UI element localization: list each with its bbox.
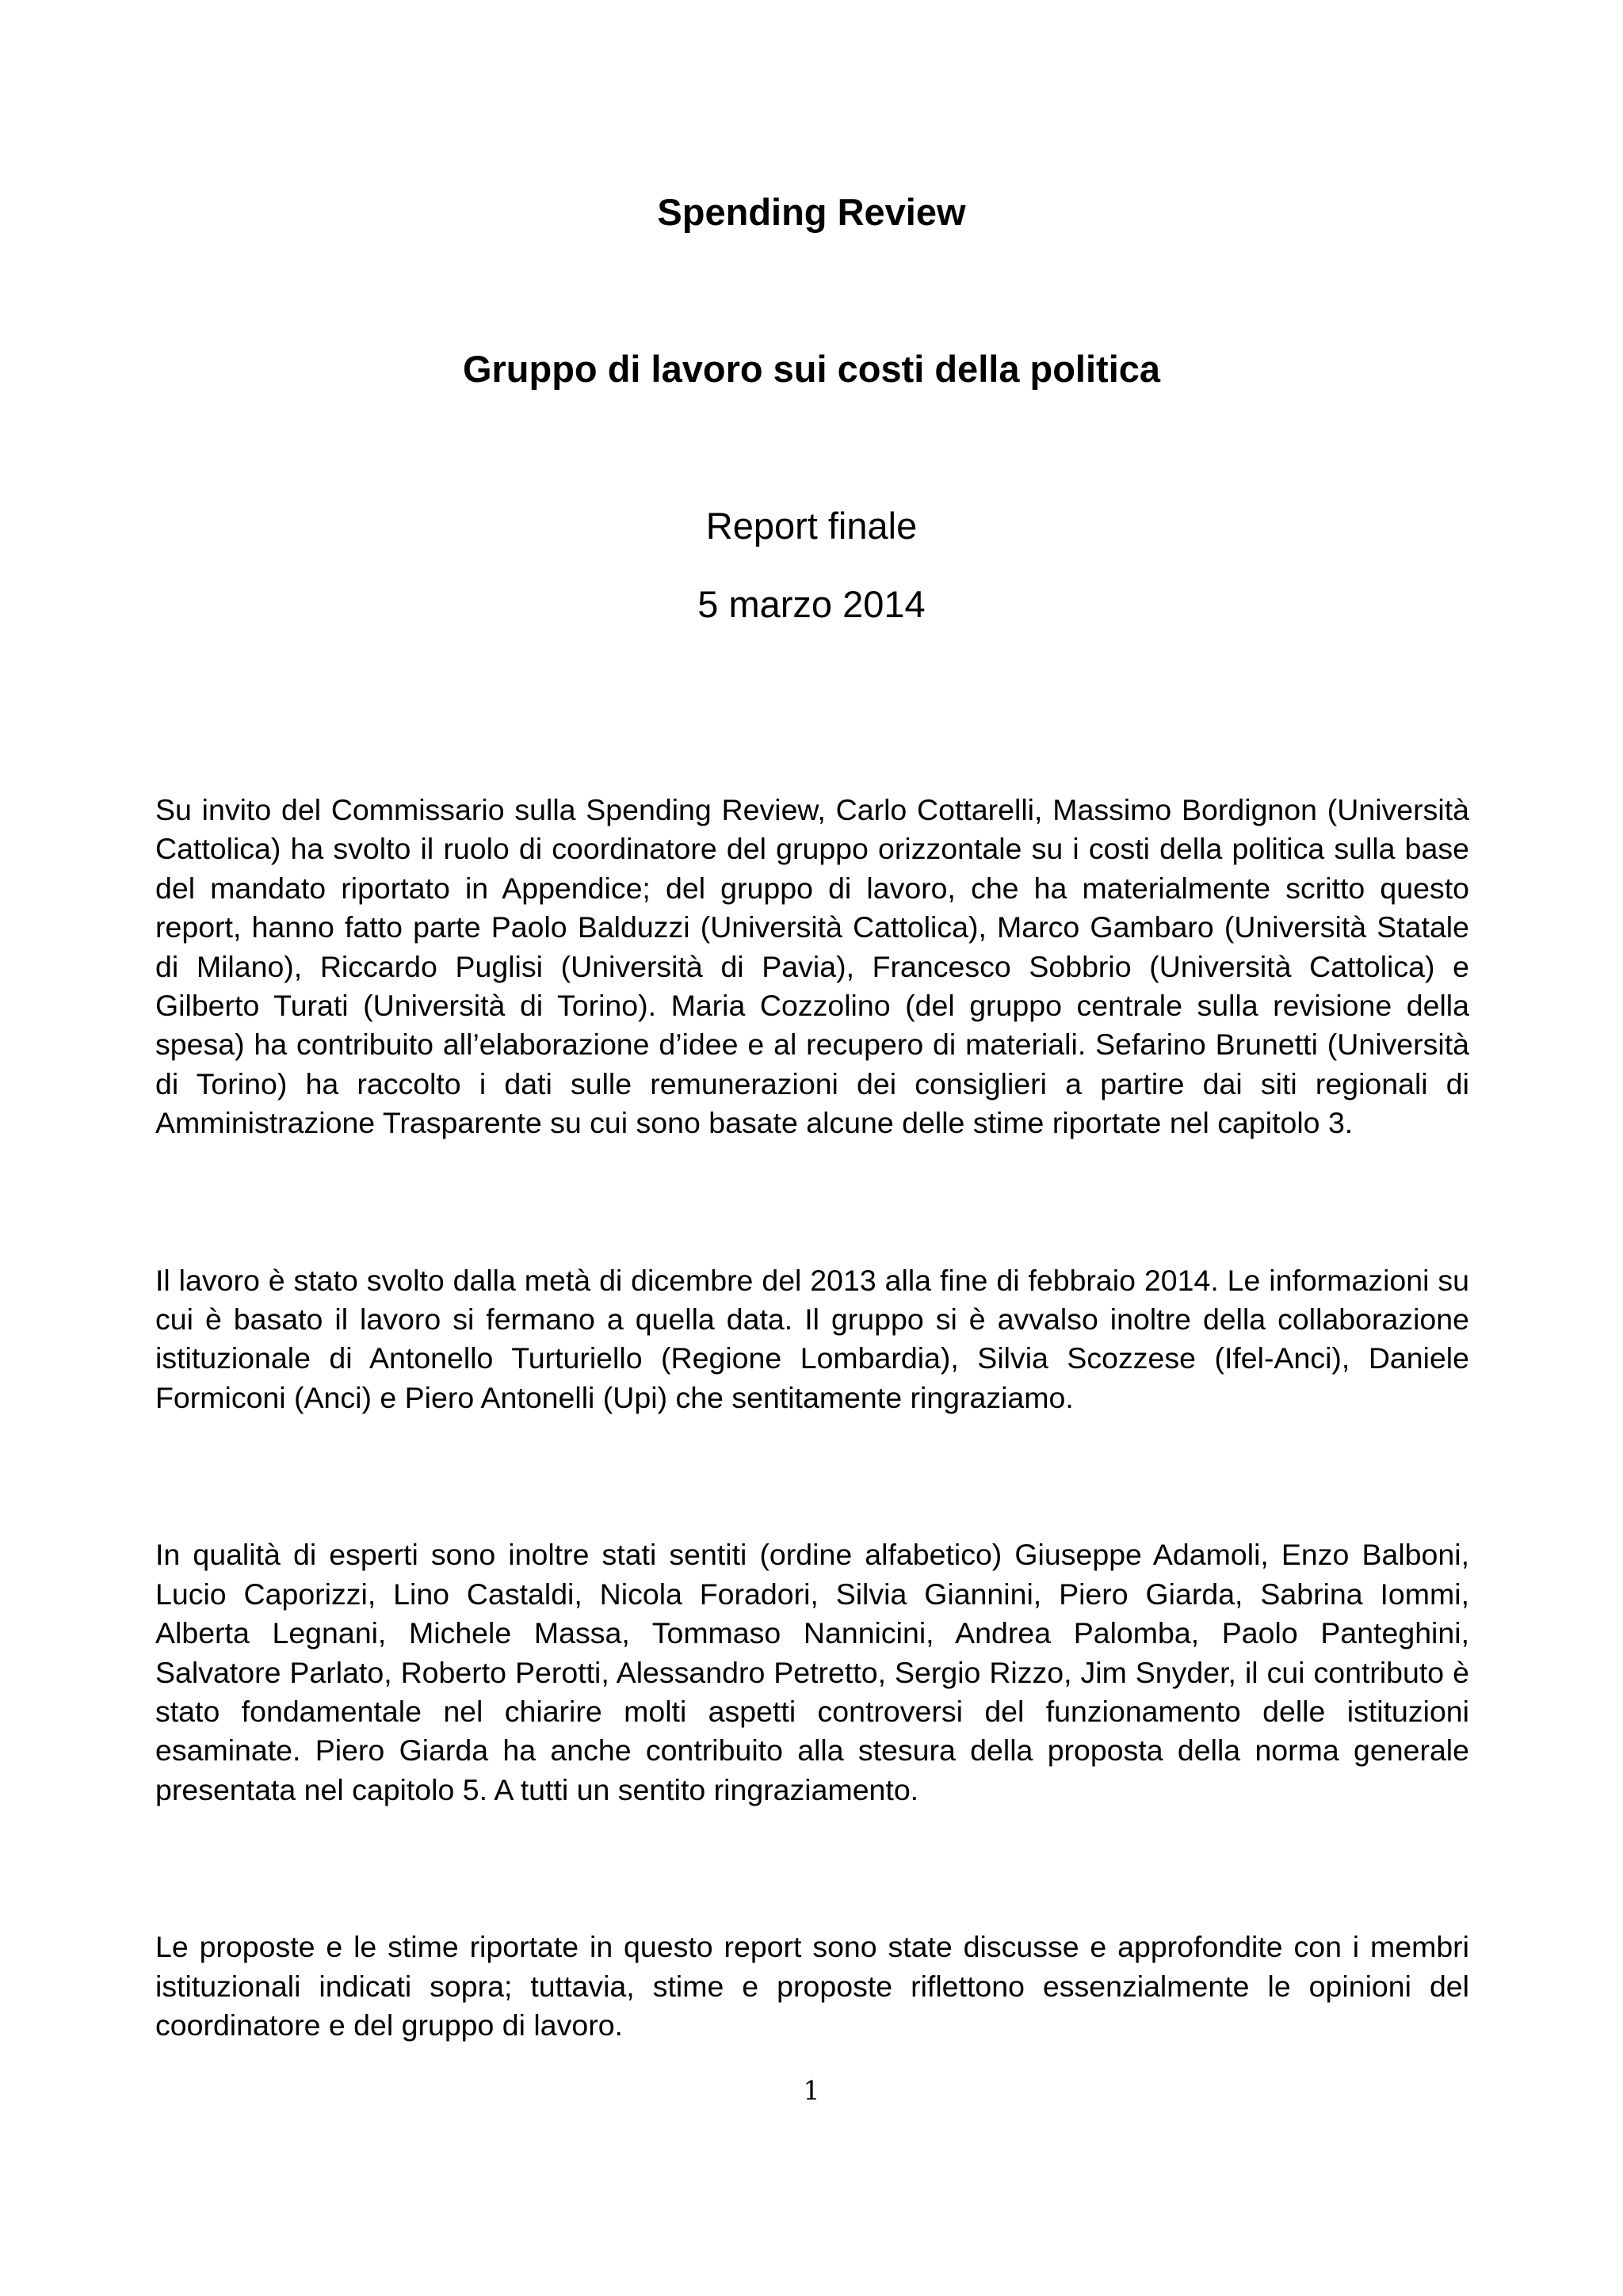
document-subtitle: Gruppo di lavoro sui costi della politica xyxy=(462,348,1161,390)
report-label: Report finale xyxy=(705,505,918,547)
page-number: 1 xyxy=(803,2075,820,2106)
document-title: Spending Review xyxy=(657,191,966,233)
paragraph-period: Il lavoro è stato svolto dalla metà di dicembre del 2013 alla fine di febbraio 2014. Le informazioni su cui è basato il lavoro si fermano a quella data. Il gruppo si è avvalso inoltre della collaborazione istituzionale di Antonello Turturiello (Regione Lombardia), Silvia Scozzese (Ifel-Anci), Daniele Formiconi (Anci) e Piero Antonelli (Upi) che sentitamente ringraziamo. xyxy=(155,1263,1469,1414)
document-body xyxy=(155,791,1469,2045)
paragraph-experts: In qualità di esperti sono inoltre stati sentiti (ordine alfabetico) Giuseppe Adamoli, Enzo Balboni, Lucio Caporizzi, Lino Castaldi, Nicola Foradori, Silvia Giannini, Piero Giarda, Sabrina Iommi, Alberta Legnani, Michele Massa, Tommaso Nannicini, Andrea Palomba, Paolo Panteghini, Salvatore Parlato, Roberto Perotti, Alessandro Petretto, Sergio Rizzo, Jim Snyder, il cui contributo è stato fondamentale nel chiarire molti aspetti controversi del funzionamento delle istituzioni esaminate. Piero Giarda ha anche contribuito alla stesura della proposta della norma generale presentata nel capitolo 5. A tutti un sentito ringraziamento. xyxy=(155,1538,1469,1806)
report-date: 5 marzo 2014 xyxy=(697,583,926,625)
paragraph-disclaimer: Le proposte e le stime riportate in questo report sono state discusse e approfondite con i membri istituzionali indicati sopra; tuttavia, stime e proposte riflettono essenzialmente le opinioni del coordinatore e del gruppo di lavoro. xyxy=(155,1930,1469,2042)
paragraph-credits: Su invito del Commissario sulla Spending Review, Carlo Cottarelli, Massimo Bordignon (Università Cattolica) ha svolto il ruolo di coordinatore del gruppo orizzontale su i costi della politica sulla base del mandato riportato in Appendice; del gruppo di lavoro, che ha materialmente scritto questo report, hanno fatto parte Paolo Balduzzi (Università Cattolica), Marco Gambaro (Università Statale di Milano), Riccardo Puglisi (Università di Pavia), Francesco Sobbrio (Università Cattolica) e Gilberto Turati (Università di Torino). Maria Cozzolino (del gruppo centrale sulla revisione della spesa) ha contribuito all’elaborazione d’idee e al recupero di materiali. Sefarino Brunetti (Università di Torino) ha raccolto i dati sulle remunerazioni dei consiglieri a partire dai siti regionali di Amministrazione Trasparente su cui sono basate alcune delle stime riportate nel capitolo 3. xyxy=(155,793,1469,1140)
